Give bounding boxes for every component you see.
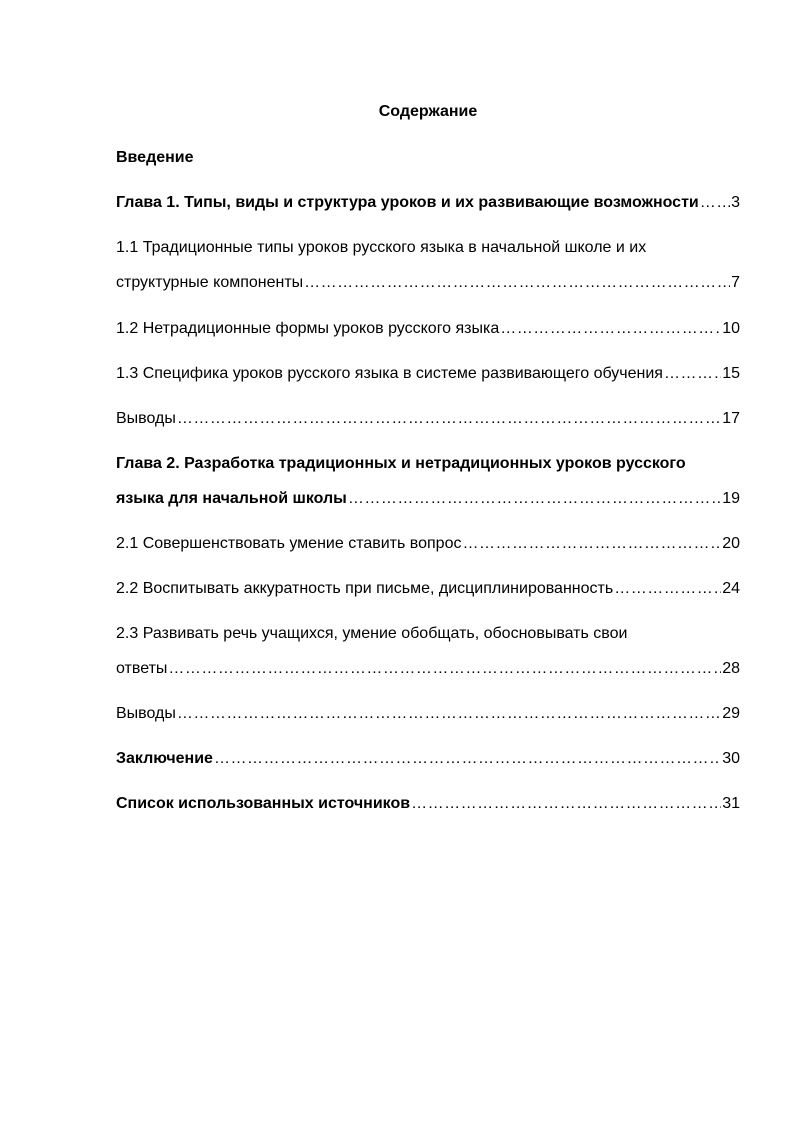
toc-entry-conclusions-1	[116, 408, 740, 430]
toc-entry-chapter-1	[116, 192, 740, 214]
toc-leader-dots	[664, 363, 721, 385]
toc-leader-dots	[177, 703, 721, 725]
toc-entry-text: 2.3 Развивать речь учащихся, умение обобщать, обосновывать свои	[116, 625, 628, 642]
toc-leader-dots	[500, 318, 721, 340]
toc-entry-references	[116, 793, 740, 815]
toc-entry-section-2-1	[116, 533, 740, 555]
toc-entry-text: структурные компоненты	[116, 274, 304, 291]
toc-leader-dots	[700, 192, 730, 214]
toc-page-number: 24	[722, 580, 740, 597]
toc-page-number: 30	[722, 750, 740, 767]
toc-entry-section-1-1-line1	[116, 237, 740, 259]
toc-entry-section-1-2	[116, 318, 740, 340]
toc-leader-dots	[614, 578, 721, 600]
toc-entry-section-1-1-line2	[116, 272, 740, 294]
toc-page-number: 29	[722, 705, 740, 722]
toc-page-number: 3	[731, 194, 740, 211]
toc-entry-conclusions-2	[116, 703, 740, 725]
toc-page-number: 31	[722, 795, 740, 812]
toc-page-number: 20	[722, 535, 740, 552]
toc-entry-text: языка для начальной школы	[116, 490, 347, 507]
toc-page-number: 7	[731, 274, 740, 291]
toc-entry-section-2-3-line2	[116, 658, 740, 680]
toc-page-number: 15	[722, 365, 740, 382]
toc-leader-dots	[304, 272, 730, 294]
toc-page-number: 10	[722, 320, 740, 337]
toc-entry-text: 1.3 Специфика уроков русского языка в системе развивающего обучения	[116, 365, 663, 382]
toc-title: Содержание	[378, 103, 478, 120]
toc-entry-text: Заключение	[116, 750, 213, 767]
toc-entry-section-2-3-line1	[116, 623, 740, 645]
toc-entry-text: Глава 2. Разработка традиционных и нетрадиционных уроков русского	[116, 455, 686, 472]
toc-entry-conclusion	[116, 748, 740, 770]
toc-page-number: 19	[722, 490, 740, 507]
toc-entry-chapter-2-line2	[116, 488, 740, 510]
toc-page-number: 17	[722, 410, 740, 427]
toc-entry-text: 2.2 Воспитывать аккуратность при письме, дисциплинированность	[116, 580, 614, 597]
toc-leader-dots	[214, 748, 721, 770]
toc-entry-section-2-2	[116, 578, 740, 600]
toc-entry-text: ответы	[116, 660, 168, 677]
toc-entry-text: 1.1 Традиционные типы уроков русского языка в начальной школе и их	[116, 239, 647, 256]
toc-entry-chapter-2-line1	[116, 453, 740, 475]
toc-entry-text: Глава 1. Типы, виды и структура уроков и их развивающие возможности	[116, 194, 699, 211]
toc-entry-text: Список использованных источников	[116, 795, 411, 812]
toc-entry-text: Выводы	[116, 410, 176, 427]
toc-leader-dots	[348, 488, 721, 510]
toc-entry-text: Выводы	[116, 705, 176, 722]
toc-entry-text: 1.2 Нетрадиционные формы уроков русского языка	[116, 320, 500, 337]
toc-page-number: 28	[722, 660, 740, 677]
toc-entry-section-1-3	[116, 363, 740, 385]
toc-entry-text: 2.1 Совершенствовать умение ставить вопрос	[116, 535, 462, 552]
toc-entry-text: Введение	[116, 149, 194, 166]
toc-leader-dots	[411, 793, 721, 815]
toc-entry-introduction	[116, 147, 740, 169]
toc-leader-dots	[177, 408, 721, 430]
toc-leader-dots	[168, 658, 721, 680]
toc-leader-dots	[462, 533, 721, 555]
